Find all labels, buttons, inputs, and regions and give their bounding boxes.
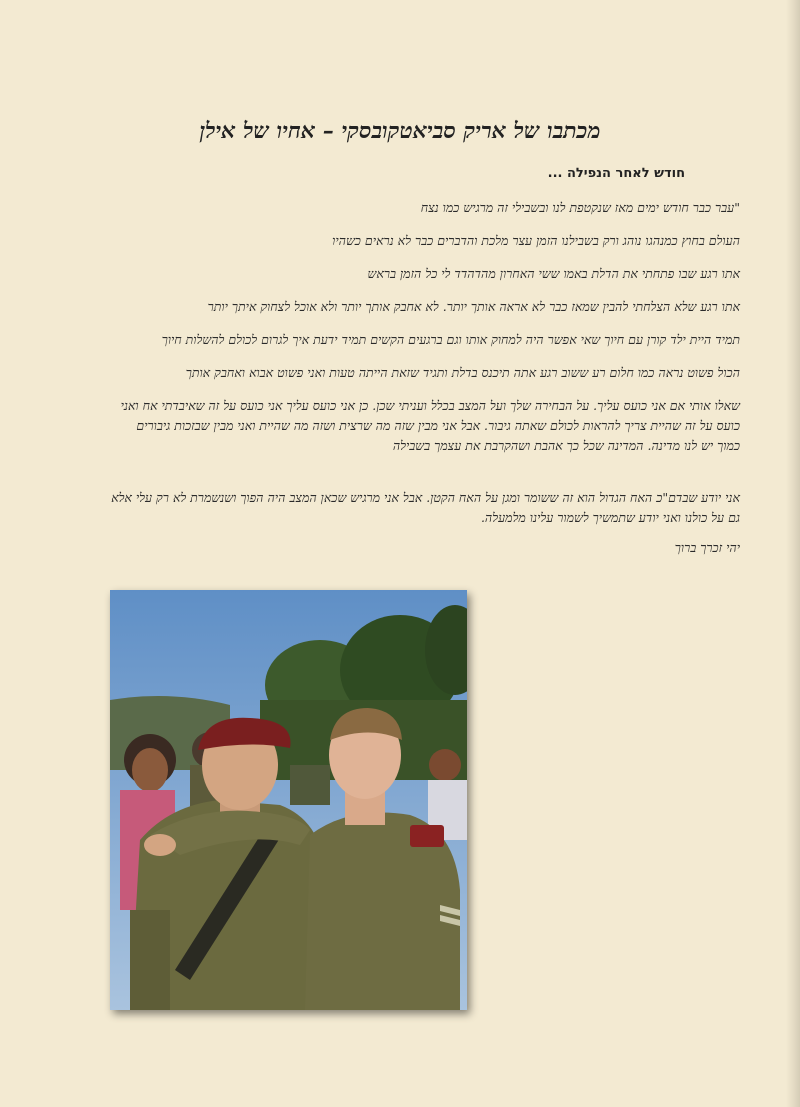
- letter-line: תמיד היית ילד קורן עם חיוך שאי אפשר היה למחוק אותו וגם ברגעים הקשים תמיד ידעת איך לגרום לכולם להשלות חיוך: [161, 332, 740, 347]
- letter-line: העולם בחוץ כמנהגו נוהג ורק בשבילנו הזמן עצר מלכת והדברים כבר לא נראים כשהיו: [332, 233, 740, 248]
- letter-line: אתו רגע שבו פתחתי את הדלת באמו ששי האחרון מהדהדד לי כל הזמן בראש: [367, 266, 740, 281]
- letter-line: "עבר כבר חודש ימים מאז שנקטפת לנו ובשבילי זה מרגיש כמו נצח: [420, 200, 740, 215]
- hand: [144, 834, 176, 856]
- letter-line: אני יודע שבדם"כ האח הגדול הוא זה ששומר ומגן על האח הקטן. אבל אני מרגיש שכאן המצב היה הפוך ושנשמרת לא רק עלי אלא: [111, 490, 740, 505]
- letter-line: הכול פשוט נראה כמו חלום רע ששוב רגע אתה תיכנס בדלת ותגיד שזאת הייתה טעות ואני פשוט אבוא ואחבק אותך: [185, 365, 740, 380]
- shoulder-tag: [410, 825, 444, 847]
- letter-title: מכתבו של אריק סביאטקובסקי – אחיו של אילן: [199, 118, 601, 144]
- crowd: [290, 765, 330, 805]
- letter-line: גם על כולנו ואני יודע שתמשיך לשמור עלינו מלמעלה.: [480, 510, 740, 525]
- crowd-person-face: [132, 748, 168, 792]
- letter-line: כמוך יש לנו מדינה. המדינה שכל כך אהבת ושהקרבת את עצמך בשבילה: [392, 438, 740, 453]
- crowd-person-head: [429, 749, 461, 781]
- letter-line: אתו רגע שלא הצלחתי להבין שמאז כבר לא אראה אותך יותר. לא אחבק אותך יותר ולא אוכל לצחוק איתך יותר: [207, 299, 740, 314]
- letter-signoff: יהי זכרך ברוך: [674, 540, 740, 555]
- letter-subtitle: חודש לאחר הנפילה ...: [547, 166, 685, 181]
- letter-line: כועס על זה שהיית צריך להראות לכולם שאתה גיבור. אבל אני מבין שזה מה שרצית ושזה מה שהיית ואני מבין שבזכות גיבורים: [136, 418, 740, 433]
- sleeve: [130, 910, 170, 1010]
- letter-line: שאלו אותי אם אני כועס עליך. על הבחירה שלך ועל המצב בכלל ועניתי שכן. כן אני כועס עליך אני כועס על זה שאיבדתי אח ואני: [120, 398, 740, 413]
- page-edge: [786, 0, 800, 1107]
- two-soldiers-photo: [110, 590, 467, 1010]
